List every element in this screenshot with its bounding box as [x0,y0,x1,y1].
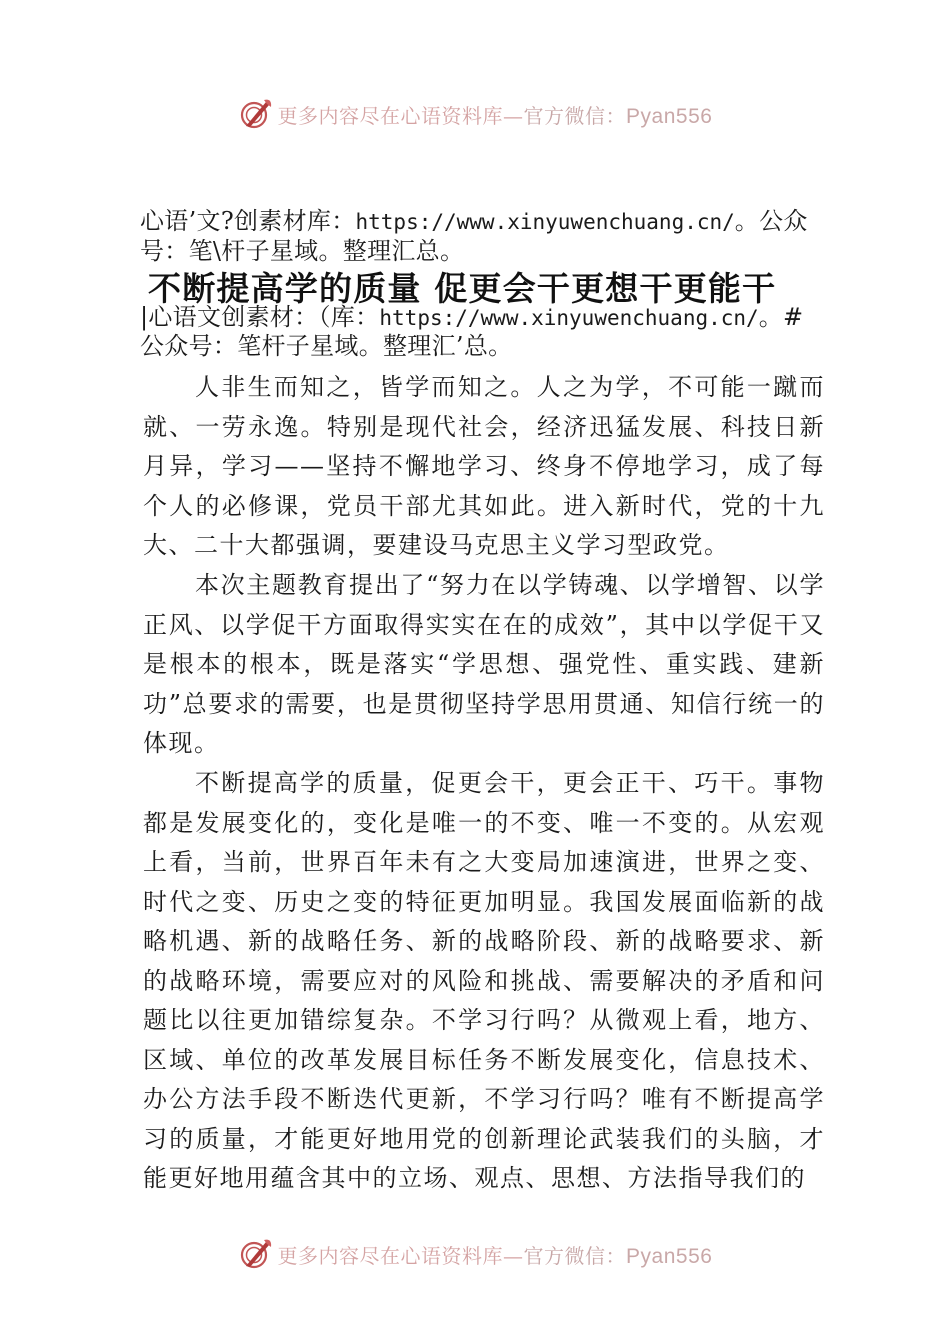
source-note-text-end: 。# [758,303,804,331]
source-header-text-end: 。公众 [734,207,808,235]
banner-wechat-label: 官方微信： [523,1243,627,1268]
header-watermark-banner [0,92,950,136]
source-note-line-2: 公众号：笔杆子星域。整理汇’总。 [140,332,513,360]
body-paragraph-1: 人非生而知之，皆学而知之。人之为学，不可能一蹴而就、一劳永逸。特别是现代社会，经济迅猛发展、科技日新月异，学习——坚持不懈地学习、终身不停地学习，成了每个人的必修课，党员干部尤其如此。进入新时代，党的十九大、二十大都强调，要建设马克思主义学习型政党。 [143,373,825,559]
source-note-text: |心语文创素材：（库： [140,303,380,331]
banner-text [278,100,713,129]
source-note-url: https://www.xinyuwenchuang.cn/ [379,306,759,330]
source-note-line-1 [140,302,840,333]
body-paragraph-3: 不断提高学的质量，促更会干，更会正干、巧干。事物都是发展变化的，变化是唯一的不变、唯一不变的。从宏观上看，当前，世界百年未有之大变局加速演进，世界之变、 时代之变、历史之变的特征更加明显。我国发展面临新的战略机遇、新的战略任务、新的战略阶段、新的战略要求、新的战略环境，需要应对的风险和挑战、需要解决的矛盾和问题比以往更加错综复杂。不学习行吗？从微观上看，地方、 区域、单位的改革发展目标任务不断发展变化，信息技术、 办公方法手段不断迭代更新，不学习行吗？唯有不断提高学习的质量，才能更好地用党的创新理论武装我们的头脑，才能更好地用蕴含其中的立场、观点、思想、方法指导我们的 [143,769,825,1192]
footer-watermark-banner [0,1232,950,1276]
banner-wechat-id: Pyan556 [626,1244,713,1268]
banner-text [278,1240,713,1269]
source-header-url: https://www.xinyuwenchuang.cn/ [355,210,735,234]
banner-dash: — [503,1243,524,1268]
banner-wechat-id: Pyan556 [626,104,713,128]
source-header-text: 心语’文?创素材库： [140,207,356,235]
banner-dash: — [503,103,524,128]
body-paragraph-2: 本次主题教育提出了“努力在以学铸魂、以学增智、以学正风、以学促干方面取得实实在在的成效”，其中以学促干又是根本的根本，既是落实“学思想、强党性、重实践、建新功”总要求的需要，也是贯彻坚持学思用贯通、知信行统一的体现。 [143,571,825,757]
document-title: 不断提高学的质量 促更会干更想干更能干 [148,269,777,308]
banner-wechat-label: 官方微信： [523,103,627,128]
source-header-line-2: 号：笔\杆子星域。整理汇总。 [140,237,465,265]
quill-seal-logo-icon [238,96,274,132]
quill-seal-logo-icon [238,1236,274,1272]
banner-site-name: 更多内容尽在心语资料库 [277,1243,504,1268]
source-header-line-1 [140,206,840,237]
banner-site-name: 更多内容尽在心语资料库 [277,103,504,128]
